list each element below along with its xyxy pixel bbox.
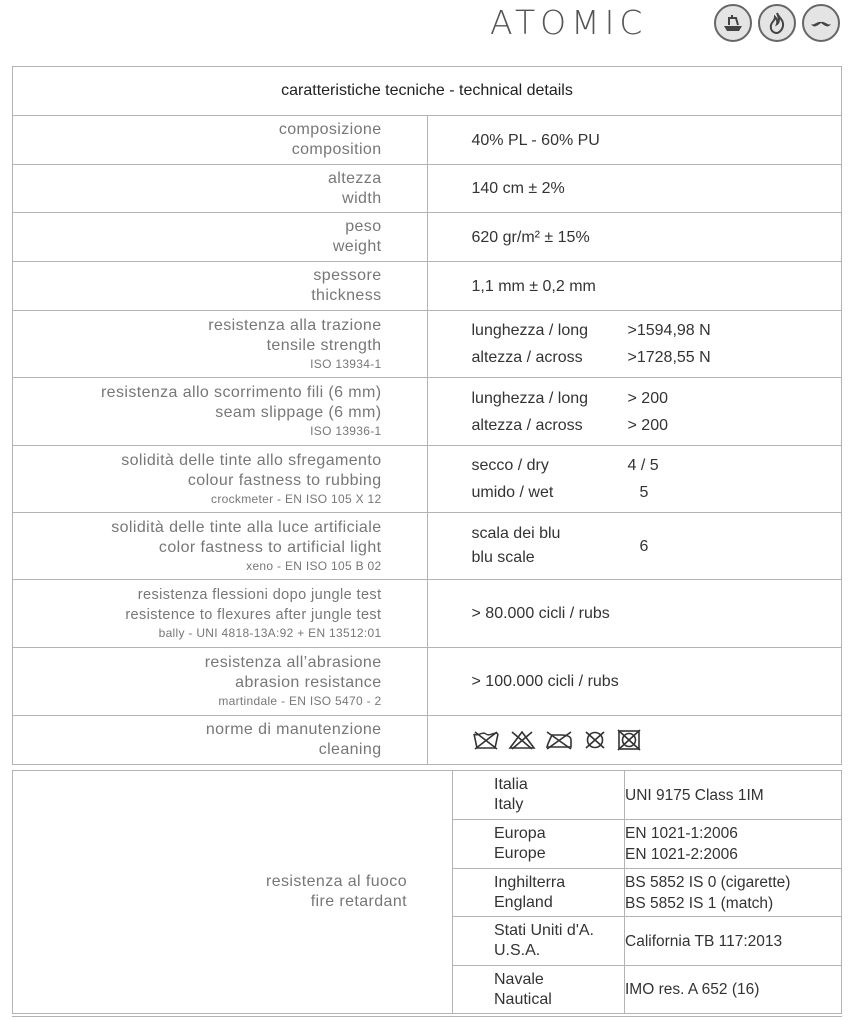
scale-label-it: scala dei blu (471, 525, 561, 542)
property-value (427, 311, 842, 378)
standard-line: UNI 9175 Class 1IM (625, 786, 764, 804)
care-symbols (427, 716, 842, 765)
table-header-row (13, 67, 842, 116)
property-label (13, 580, 428, 648)
standard-line: BS 5852 IS 0 (cigarette) (625, 873, 791, 891)
property-label (13, 771, 453, 1014)
label-it: composizione (278, 121, 382, 138)
property-label (13, 262, 428, 311)
label-it: solidità delle tinte allo sfregamento (121, 451, 382, 469)
property-value: 620 gr/m² ± 15% (427, 213, 842, 262)
standard-line: IMO res. A 652 (16) (625, 981, 760, 998)
value-amount: >1728,55 N (627, 349, 711, 366)
property-label (13, 446, 428, 513)
table-row (13, 716, 842, 765)
label-it: peso (345, 218, 382, 235)
label-it: spessore (313, 267, 382, 284)
test-norm: bally - UNI 4818-13A:92 + EN 13512:01 (158, 626, 382, 640)
property-label (13, 648, 428, 716)
region-label (453, 917, 625, 966)
property-label (13, 513, 428, 580)
no-tumble-dry-icon (616, 729, 642, 751)
test-norm: crockmeter - EN ISO 105 X 12 (211, 491, 382, 506)
table-row (13, 116, 842, 165)
property-label (13, 116, 428, 165)
flame-icon (758, 4, 796, 42)
table-row (13, 446, 842, 513)
label-en: resistence to flexures after jungle test (125, 607, 382, 623)
label-en: width (342, 189, 382, 207)
property-label (13, 378, 428, 446)
brand-logo: ATOMIC (490, 3, 648, 42)
table-row (13, 771, 842, 820)
value-key: secco / dry (471, 457, 549, 474)
label-en: color fastness to artificial light (158, 538, 382, 556)
value-amount: 6 (639, 537, 649, 555)
label-en: abrasion resistance (235, 674, 382, 691)
value-key: umido / wet (471, 484, 554, 501)
property-label (13, 716, 428, 765)
brand-header (490, 4, 850, 44)
no-bleach-icon (508, 730, 536, 750)
table-row (13, 262, 842, 311)
bottom-divider (12, 1016, 842, 1017)
label-it: resistenza flessioni dopo jungle test (137, 587, 382, 603)
label-it: resistenza al fuoco (265, 873, 407, 890)
no-iron-icon (544, 730, 574, 750)
test-norm: martindale - EN ISO 5470 - 2 (218, 694, 382, 708)
test-norm: xeno - EN ISO 105 B 02 (246, 558, 382, 573)
label-it: norme di manutenzione (205, 721, 382, 738)
property-label (13, 213, 428, 262)
table-row (13, 648, 842, 716)
table-row (13, 165, 842, 213)
region-en: Europe (494, 845, 546, 862)
value-key: altezza / across (471, 416, 583, 434)
region-it: Italia (494, 776, 528, 793)
property-value: 140 cm ± 2% (427, 165, 842, 213)
moustache-icon (802, 4, 840, 42)
value-key (472, 522, 628, 570)
label-it: altezza (328, 169, 382, 187)
property-label (13, 165, 428, 213)
label-en: fire retardant (310, 893, 407, 910)
table-row (13, 513, 842, 580)
label-it: resistenza allo scorrimento fili (6 mm) (100, 384, 382, 401)
label-en: thickness (311, 287, 382, 304)
standard-line: California TB 117:2013 (625, 932, 783, 950)
brand-badges (714, 4, 840, 42)
label-en: seam slippage (6 mm) (215, 404, 382, 421)
label-en: tensile strength (266, 336, 382, 354)
value-amount: >1594,98 N (627, 322, 711, 339)
region-label (453, 966, 625, 1014)
standard-line: EN 1021-2:2006 (625, 846, 738, 863)
region-en: Nautical (494, 990, 552, 1008)
no-wash-icon (472, 730, 500, 750)
technical-details-table (12, 66, 842, 765)
property-label (13, 311, 428, 378)
region-it: Stati Uniti d'A. (494, 922, 594, 939)
standard-value (625, 869, 842, 917)
scale-label-en: blu scale (471, 549, 535, 566)
label-it: resistenza all’abrasione (204, 654, 382, 671)
value-amount: > 200 (627, 416, 668, 434)
label-en: weight (332, 238, 382, 255)
property-value: 1,1 mm ± 0,2 mm (427, 262, 842, 311)
table-row (13, 311, 842, 378)
region-en: U.S.A. (494, 942, 541, 959)
standard-value (625, 917, 842, 966)
region-it: Europa (494, 825, 546, 842)
standard-value (625, 820, 842, 869)
value-amount: > 200 (627, 389, 668, 407)
region-label (453, 869, 625, 917)
standard-line: BS 5852 IS 1 (match) (625, 894, 774, 912)
property-value (427, 378, 842, 446)
value-key: lunghezza / long (471, 322, 589, 339)
value-amount: 4 / 5 (627, 457, 659, 474)
property-value: > 80.000 cicli / rubs (427, 580, 842, 648)
property-value: 40% PL - 60% PU (427, 116, 842, 165)
property-value (427, 513, 842, 580)
label-it: resistenza alla trazione (208, 316, 382, 334)
property-value: > 100.000 cicli / rubs (427, 648, 842, 716)
test-norm: ISO 13936-1 (310, 424, 382, 438)
region-it: Navale (494, 970, 544, 988)
ship-icon (714, 4, 752, 42)
label-en: colour fastness to rubbing (187, 471, 382, 489)
fire-retardant-table (12, 770, 842, 1014)
table-row (13, 580, 842, 648)
label-en: cleaning (318, 741, 382, 758)
value-key: lunghezza / long (471, 389, 589, 407)
region-en: Italy (494, 796, 524, 813)
value-amount: 5 (639, 484, 649, 501)
test-norm: ISO 13934-1 (310, 356, 382, 371)
standard-line: EN 1021-1:2006 (625, 825, 738, 842)
label-it: solidità delle tinte alla luce artificiale (111, 518, 382, 536)
label-en: composition (291, 141, 382, 158)
standard-value (625, 966, 842, 1014)
table-row (13, 213, 842, 262)
region-label (453, 820, 625, 869)
property-value (427, 446, 842, 513)
table-title: caratteristiche tecniche - technical details (13, 67, 842, 116)
standard-value (625, 771, 842, 820)
no-dryclean-icon (582, 730, 608, 750)
region-en: England (494, 893, 553, 911)
value-key: altezza / across (471, 349, 583, 366)
table-row (13, 378, 842, 446)
region-it: Inghilterra (494, 873, 566, 891)
region-label (453, 771, 625, 820)
